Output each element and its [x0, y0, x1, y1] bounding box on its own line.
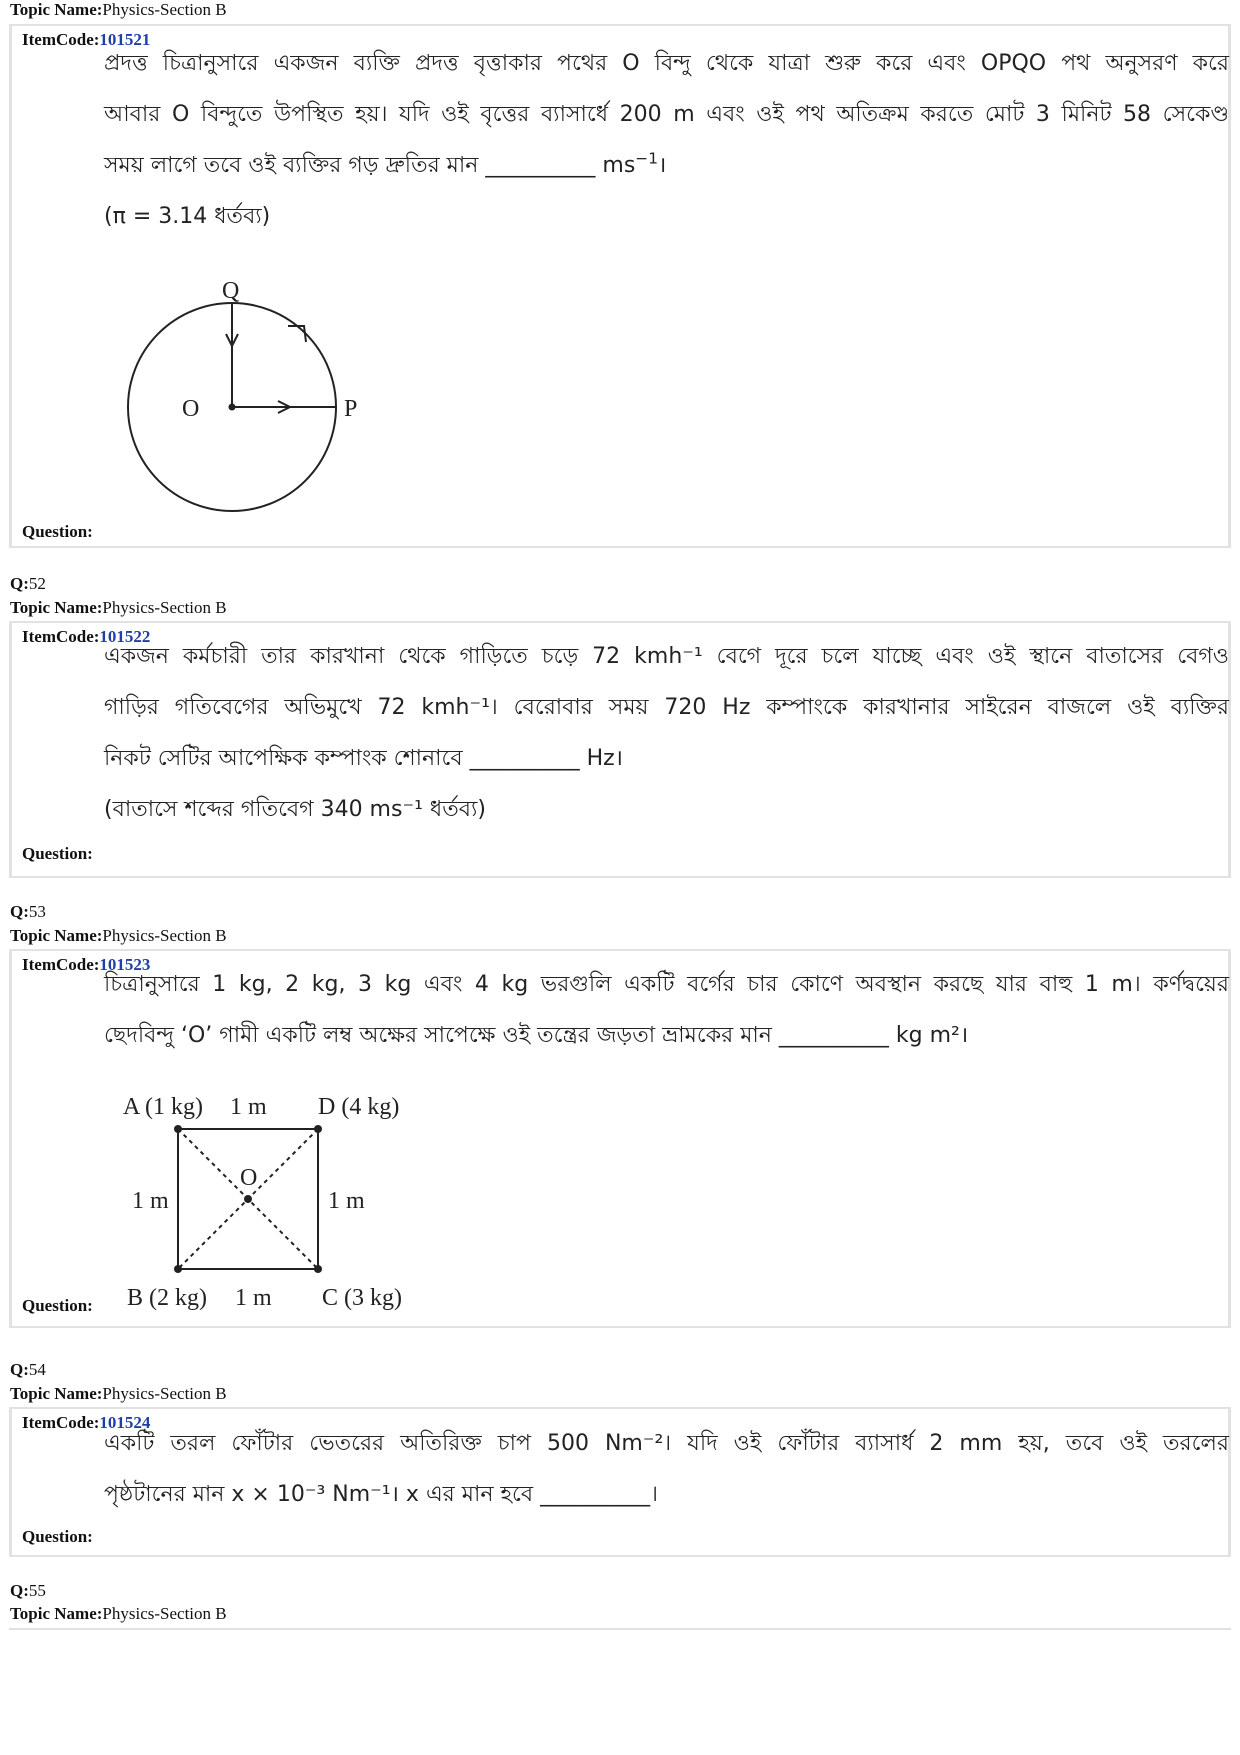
- label-b: B (2 kg): [127, 1285, 207, 1311]
- topic-label: Topic Name:: [10, 0, 103, 19]
- question-line: আবার O বিন্দুতে উপস্থিত হয়। যদি ওই বৃত্তের ব্যাসার্ধে 200 m এবং ওই পথ অতিক্রম করতে মোট 3 মিনিট 58 সেকেণ্ড: [104, 102, 1229, 127]
- question-card-101523: [9, 949, 1231, 1328]
- topic-value: Physics-Section B: [102, 0, 227, 19]
- topic-line: Topic Name:Physics-Section B: [10, 926, 227, 945]
- question-number: 55: [28, 1581, 46, 1600]
- arc-arrow: [288, 326, 306, 342]
- mass-d: [314, 1125, 322, 1133]
- question-card-101522: [9, 621, 1231, 878]
- question-number: 53: [28, 902, 46, 921]
- question-line: একজন কর্মচারী তার কারখানা থেকে গাড়িতে চড়ে 72 kmh⁻¹ বেগে দূরে চলে যাচ্ছে এবং ওই স্থানে বাতাসের বেগও: [104, 644, 1229, 669]
- question-number-line: Q:55: [10, 1581, 46, 1600]
- label-d: D (4 kg): [318, 1094, 400, 1120]
- question-line: ছেদবিন্দু ‘O’ গামী একটি লম্ব অক্ষের সাপেক্ষে ওই তন্ত্রের জড়তা ভ্রামকের মান __________ kg m²।: [104, 1023, 969, 1048]
- center-point: [229, 404, 236, 411]
- circle-path-diagram: [112, 278, 372, 548]
- question-line: সময় লাগে তবে ওই ব্যক্তির গড় দ্রুতির মান __________ $ms^{-1}।$: [104, 149, 667, 178]
- topic-value: Physics-Section B: [102, 926, 227, 945]
- item-code: ItemCode:101522: [22, 627, 151, 646]
- question-number: 52: [28, 574, 46, 593]
- question-number-line: Q:52: [10, 574, 46, 593]
- question-label: Question:: [22, 1527, 93, 1546]
- center-o: [244, 1195, 252, 1203]
- label-top-side: 1 m: [230, 1094, 267, 1120]
- question-line: চিত্রানুসারে 1 kg, 2 kg, 3 kg এবং 4 kg ভরগুলি একটি বর্গের চার কোণে অবস্থান করছে যার বাহু 1 m। কর্ণদ্বয়ের: [104, 972, 1229, 997]
- question-line: পৃষ্ঠটানের মান x × 10⁻³ Nm⁻¹। x এর মান হবে __________।: [104, 1482, 658, 1507]
- question-line: গাড়ির গতিবেগের অভিমুখে 72 kmh⁻¹। বেরোবার সময় 720 Hz কম্পাংকে কারখানার সাইরেন বাজলে ওই ব্যক্তির: [104, 695, 1229, 720]
- question-line: নিকট সেটির আপেক্ষিক কম্পাংক শোনাবে __________ Hz।: [104, 746, 624, 771]
- label-o: O: [240, 1165, 258, 1191]
- question-line: (বাতাসে শব্দের গতিবেগ 340 ms⁻¹ ধর্তব্য): [104, 797, 486, 822]
- topic-line: Topic Name:Physics-Section B: [10, 1604, 227, 1623]
- label-o: O: [182, 396, 200, 422]
- question-number-line: Q:54: [10, 1360, 46, 1379]
- question-card-101524: [9, 1407, 1231, 1557]
- label-left-side: 1 m: [132, 1188, 169, 1214]
- question-line: একটি তরল ফোঁটার ভেতরের অতিরিক্ত চাপ 500 Nm⁻²। যদি ওই ফোঁটার ব্যাসার্ধ 2 mm হয়, তবে ওই তরলের: [104, 1431, 1229, 1456]
- item-code-value: 101524: [99, 1413, 151, 1432]
- question-label: Question:: [22, 1296, 93, 1315]
- topic-line: Topic Name:Physics-Section B: [10, 598, 227, 617]
- question-text: [104, 1418, 1229, 1520]
- square-masses-diagram: [112, 1081, 432, 1321]
- item-code-value: 101521: [99, 30, 151, 49]
- item-code-value: 101523: [99, 955, 151, 974]
- question-label: Question:: [22, 844, 93, 863]
- item-code: ItemCode:101521: [22, 30, 151, 49]
- topic-value: Physics-Section B: [102, 1604, 227, 1623]
- label-right-side: 1 m: [328, 1188, 365, 1214]
- question-text: [104, 631, 1229, 835]
- mass-a: [174, 1125, 182, 1133]
- question-line: প্রদত্ত চিত্রানুসারে একজন ব্যক্তি প্রদত্ত বৃত্তাকার পথের O বিন্দু থেকে যাত্রা শুরু করে এবং OPQO পথ অনুসরণ করে: [104, 51, 1229, 76]
- item-code-value: 101522: [99, 627, 151, 646]
- mass-b: [174, 1265, 182, 1273]
- item-code: ItemCode:101524: [22, 1413, 151, 1432]
- topic-line: Topic Name:Physics-Section B: [10, 1384, 227, 1403]
- mass-c: [314, 1265, 322, 1273]
- label-c: C (3 kg): [322, 1285, 402, 1311]
- question-text: [104, 38, 1229, 242]
- question-label: Question:: [22, 522, 93, 541]
- question-text: [104, 959, 1229, 1061]
- question-number: 54: [28, 1360, 46, 1379]
- topic-line: [10, 0, 227, 20]
- item-code: ItemCode:101523: [22, 955, 151, 974]
- topic-value: Physics-Section B: [102, 1384, 227, 1403]
- divider: [9, 1628, 1231, 1630]
- question-card-101521: [9, 24, 1231, 548]
- label-q: Q: [222, 278, 240, 304]
- question-number-line: Q:53: [10, 902, 46, 921]
- label-p: P: [344, 396, 358, 422]
- topic-value: Physics-Section B: [102, 598, 227, 617]
- label-a: A (1 kg): [123, 1094, 203, 1120]
- question-line: (π = 3.14 ধর্তব্য): [104, 204, 271, 229]
- label-bottom-side: 1 m: [235, 1285, 272, 1311]
